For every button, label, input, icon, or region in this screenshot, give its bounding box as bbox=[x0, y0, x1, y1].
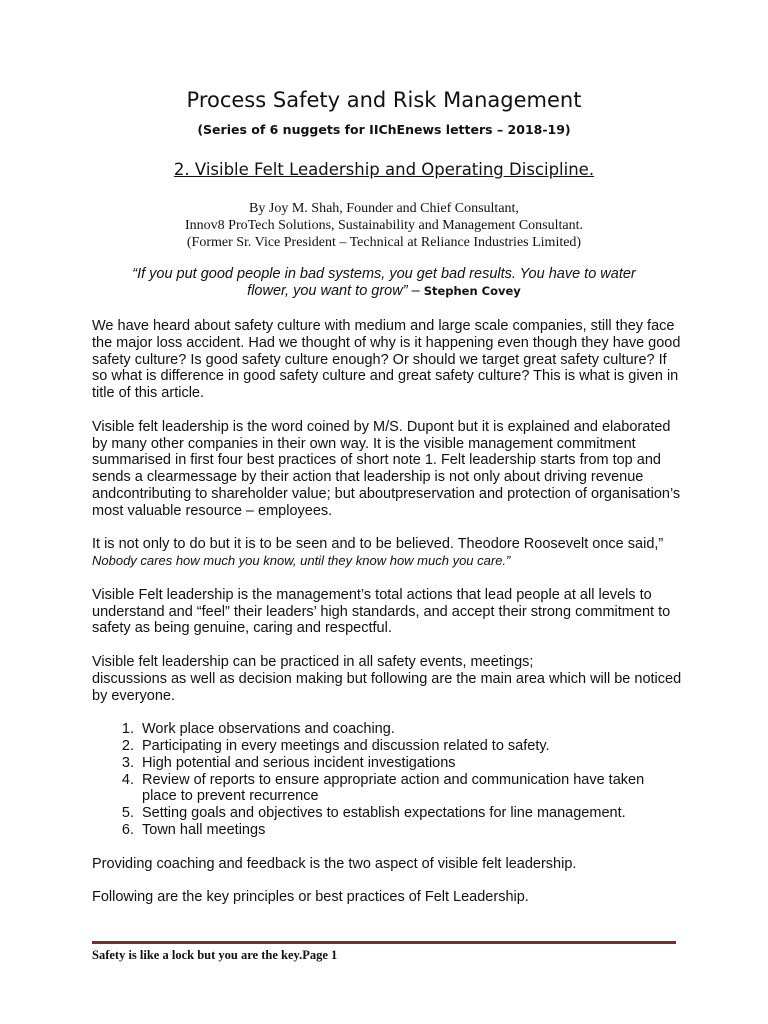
epigraph-quote bbox=[110, 266, 658, 300]
list-item: 3. High potential and serious incident investigations bbox=[138, 755, 682, 772]
author-byline bbox=[0, 200, 768, 251]
list-item: 6. Town hall meetings bbox=[138, 822, 682, 839]
document-title: Process Safety and Risk Management bbox=[186, 88, 582, 112]
list-item: 2. Participating in every meetings and discussion related to safety. bbox=[138, 738, 682, 755]
byline-line: By Joy M. Shah, Founder and Chief Consultant, bbox=[249, 201, 519, 216]
paragraph-text: Visible felt leadership can be practiced in all safety events, meetings; bbox=[92, 653, 534, 670]
paragraph: We have heard about safety culture with medium and large scale companies, still they face the major loss accident. Had we thought of why is it happening even though they have good safety culture? Is good safety culture enough? Or should we target great safety culture? If so what is difference in good safety culture and great safety culture? This is what is given in title of this article. bbox=[92, 318, 681, 402]
list-item: 1. Work place observations and coaching. bbox=[138, 721, 682, 738]
page-footer: Safety is like a lock but you are the key.Page 1 bbox=[92, 948, 338, 962]
article-title: 2. Visible Felt Leadership and Operating Discipline. bbox=[173, 160, 595, 179]
paragraph-text: discussions as well as decision making but following are the main area which will be noticed by everyone. bbox=[92, 670, 682, 704]
paragraph: Visible Felt leadership is the management’s total actions that lead people at all levels to understand and “feel” their leaders’ high standards, and accept their strong commitment to safety as being genuine, caring and respectful. bbox=[92, 586, 671, 637]
list-item: 5. Setting goals and objectives to establish expectations for line management. bbox=[138, 805, 682, 822]
paragraph: Providing coaching and feedback is the two aspect of visible felt leadership. bbox=[92, 855, 577, 872]
footer-rule bbox=[92, 941, 676, 944]
series-subtitle: (Series of 6 nuggets for IIChEnews letters – 2018-19) bbox=[197, 122, 571, 137]
practice-list bbox=[92, 721, 682, 839]
paragraph: Following are the key principles or best practices of Felt Leadership. bbox=[92, 889, 529, 906]
paragraph bbox=[92, 654, 682, 704]
quote-author: Stephen Covey bbox=[423, 284, 521, 298]
paragraph bbox=[92, 536, 682, 570]
paragraph-text: It is not only to do but it is to be seen and to be believed. Theodore Roosevelt once said,” bbox=[92, 536, 664, 553]
byline-line: (Former Sr. Vice President – Technical at Reliance Industries Limited) bbox=[186, 235, 582, 250]
byline-line: Innov8 ProTech Solutions, Sustainability and Management Consultant. bbox=[185, 218, 583, 233]
paragraph: Visible felt leadership is the word coined by M/S. Dupont but it is explained and elaborated by many other companies in their own way. It is the visible management commitment summarised in first four best practices of short note 1. Felt leadership starts from top and sends a clearmessage by their action that leadership is not only about driving revenue andcontributing to shareholder value; but aboutpreservation and protection of organisation’s most valuable resource – employees. bbox=[92, 418, 681, 519]
article-body bbox=[92, 318, 682, 923]
roosevelt-quote: Nobody cares how much you know, until they know how much you care.” bbox=[92, 553, 511, 569]
list-item: 4. Review of reports to ensure appropriate action and communication have taken place to prevent recurrence bbox=[138, 772, 682, 806]
quote-text: “If you put good people in bad systems, you get bad results. You have to water flower, you want to grow” – bbox=[132, 266, 636, 299]
